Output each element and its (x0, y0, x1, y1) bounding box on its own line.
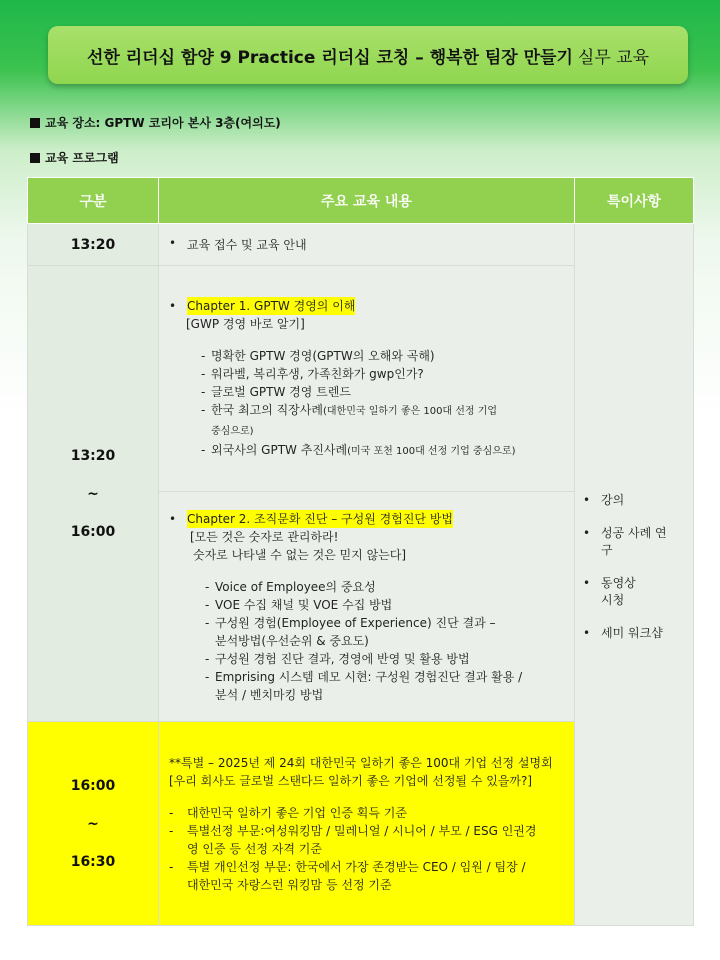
bullet-icon: • (169, 511, 177, 526)
note-lecture: • 강의 (583, 492, 625, 507)
chapter1-content: • Chapter 1. GPTW 경영의 이해 [GWP 경영 바로 알기] - 명확한 GPTW 경영(GPTW의 오해와 곡해) - 워라벨, 복리후생, 가족친화가 gwp인가? - 글로벌 GPTW 경영 트렌드 - 한국 최고의 직장사례(대한민국 일하기 좋은 100대 선정 기업 중심으로) - 외국사의 GPTW 추진사례(미국 포천 100대 선정 기업 중심으로) (159, 266, 575, 492)
row1-content (159, 224, 575, 266)
program-table (27, 177, 694, 926)
row2-time: 13:20 ~ 16:00 (28, 266, 159, 722)
banner-title: 선한 리더십 함양 9 Practice 리더십 코칭 – 행복한 팀장 만들기 (87, 47, 573, 68)
special-title: **특별 – 2025년 제 24회 대한민국 일하기 좋은 100대 기업 선정 설명회 (169, 755, 553, 770)
row1-time: 13:20 (28, 224, 159, 266)
header-notes: 특이사항 (575, 178, 694, 224)
title-banner (48, 26, 688, 84)
chapter1-subtitle: [GWP 경영 바로 알기] (186, 316, 305, 331)
header-content: 주요 교육 내용 (159, 178, 575, 224)
square-bullet-icon (30, 118, 40, 128)
note-case-study: • 성공 사례 연 구 (583, 525, 667, 557)
chapter2-content: • Chapter 2. 조직문화 진단 – 구성원 경험진단 방법 [모든 것은 숫자로 관리하라! 숫자로 나타낼 수 없는 것은 믿지 않는다] - Voice of Employee의 중요성 - VOE 수집 채널 및 VOE 수집 방법 - 구성원 경험(Employee of Experience) 진단 결과 – 분석방법(우선순위 & 중요도) - 구성원 경험 진단 결과, 경영에 반영 및 활용 방법 - Emprising 시스템 데모 시현: 구성원 경험진단 결과 활용 / 분석 / 벤치마킹 방법 (159, 492, 575, 722)
row1-item: 교육 접수 및 교육 안내 (187, 238, 307, 252)
table-header-row (28, 178, 694, 224)
bullet-icon: • (169, 236, 177, 250)
header-time: 구분 (28, 178, 159, 224)
special-subtitle: [우리 회사도 글로벌 스탠다드 일하기 좋은 기업에 선정될 수 있을까?] (169, 773, 533, 788)
chapter2-title: Chapter 2. 조직문화 진단 – 구성원 경험진단 방법 (187, 511, 454, 526)
banner-title-suffix: 실무 교육 (577, 47, 649, 68)
chapter1-title: Chapter 1. GPTW 경영의 이해 (187, 298, 356, 313)
venue-text: 교육 장소: GPTW 코리아 본사 3층(여의도) (45, 116, 281, 130)
table-row (28, 224, 694, 266)
note-workshop: • 세미 워크샵 (583, 625, 663, 640)
notes-cell (575, 224, 694, 926)
bullet-icon: • (169, 298, 177, 313)
special-session-content: **특별 – 2025년 제 24회 대한민국 일하기 좋은 100대 기업 선정 설명회 [우리 회사도 글로벌 스탠다드 일하기 좋은 기업에 선정될 수 있을까?] - 대한민국 일하기 좋은 기업 인증 획득 기준 - 특별선정 부문:여성워킹맘 / 밀레니얼 / 시니어 / 부모 / ESG 인권경 영 인증 등 선정 자격 기준 - 특별 개인선정 부문: 한국에서 가장 존경받는 CEO / 임원 / 팀장 / 대한민국 자랑스런 워킹맘 등 선정 기준 (159, 722, 575, 926)
note-video: • 동영상 시청 (583, 575, 636, 607)
square-bullet-icon (30, 153, 40, 163)
row3-time: 16:00 ~ 16:30 (28, 722, 159, 926)
program-line (30, 149, 119, 166)
program-text: 교육 프로그램 (45, 151, 119, 165)
venue-line (30, 114, 281, 131)
